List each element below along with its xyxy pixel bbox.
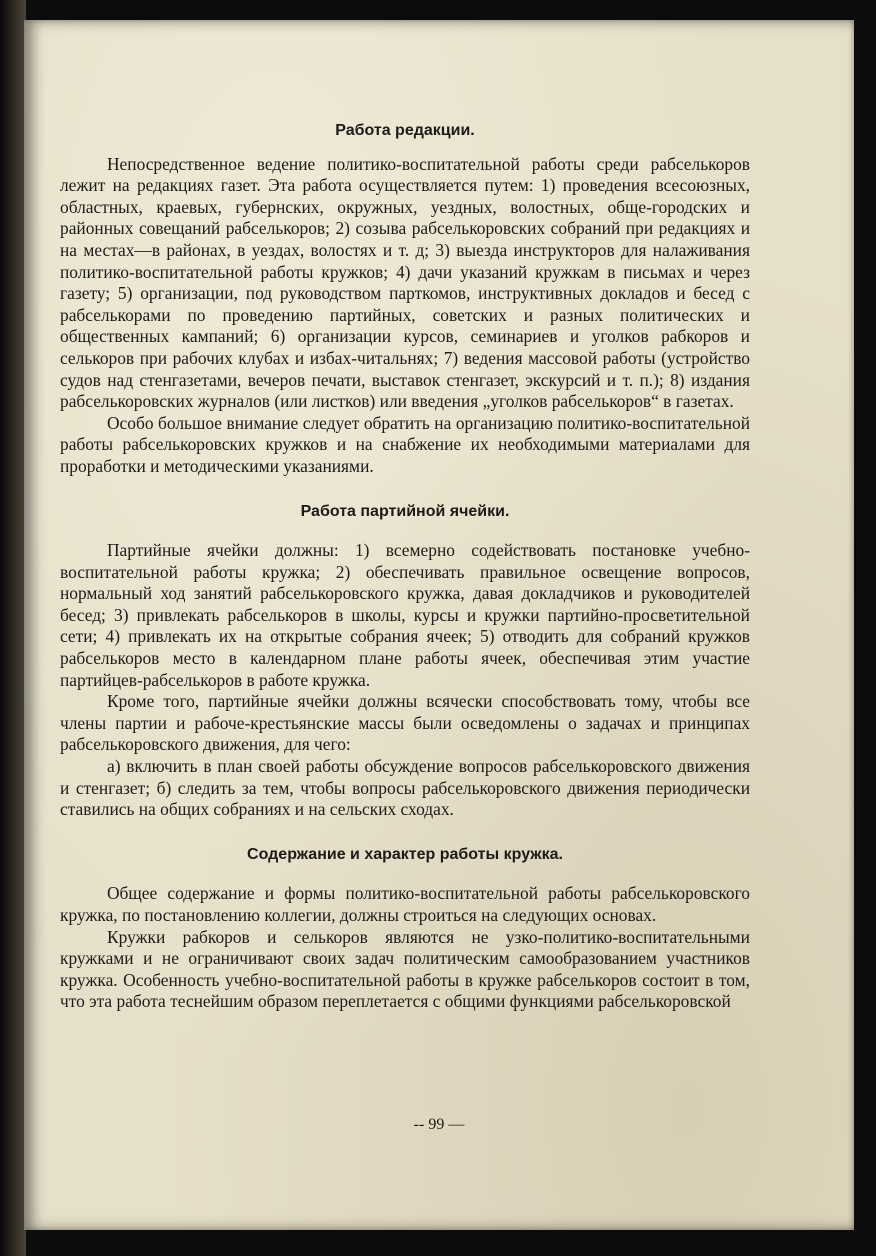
page-content [60,120,750,1013]
section-heading-editorial: Работа редакции. [335,122,475,139]
page-number: -- 99 — [413,1116,465,1133]
paragraph: а) включить в план своей работы обсуждение вопросов рабселькоровского движения и стенгазет; б) следить за тем, чтобы вопросы рабселькоровского движения периодически ставились на общих собраниях и на сельских сходах. [60,756,750,820]
book-page [24,20,854,1230]
adjacent-page-edge [0,0,26,1256]
paragraph: Кроме того, партийные ячейки должны всячески способствовать тому, чтобы все члены партии и рабоче-крестьянские массы были осведомлены о задачах и принципах рабселькоровского движения, для чего: [60,691,750,755]
section-heading-circle-work: Содержание и характер работы кружка. [247,845,563,863]
paragraph: Особо большое внимание следует обратить на организацию политико-воспитательной работы рабселькоровских кружков и на снабжение их необходимыми материалами для проработки и методическими указаниями. [60,412,750,476]
paragraph: Партийные ячейки должны: 1) всемерно содействовать постановке учебно-воспитательной работы кружка; 2) обеспечивать правильное освещение вопросов, нормальный ход занятий рабселькоровского кружка, давая докладчиков и руководителей бесед; 3) привлекать рабселькоров в школы, курсы и кружки партийно-просветительной сети; 4) привлекать их на открытые собрания ячеек; 5) отводить для собраний кружков рабселькоров место в календарном плане работы ячеек, обеспечивая этим участие партийцев-рабселькоров в работе кружка. [60,540,750,690]
paragraph: Кружки рабкоров и селькоров являются не узко-политико-воспитательными кружками и не ограничивают своих задач политическим самообразованием участников кружка. Особенность учебно-воспитательной работы в кружке рабселькоров состоит в том, что эта работа теснейшим образом переплетается с общими функциями рабселькоровской [60,926,750,1012]
paragraph: Непосредственное ведение политико-воспитательной работы среди рабселькоров лежит на редакциях газет. Эта работа осуществляется путем: 1) проведения всесоюзных, областных, краевых, губернских, окружных, уездных, волостных, обще-городских и районных совещаний рабселькоров; 2) созыва рабселькоровских собраний при редакциях и на местах—в районах, в уездах, волостях и т. д; 3) выезда инструкторов для налаживания политико-воспитательной работы кружков; 4) дачи указаний кружкам в письмах и через газету; 5) организации, под руководством парткомов, инструктивных докладов и бесед с рабселькорами по проведению партийных, советских и разных политических и общественных кампаний; 6) организации курсов, семинариев и уголков рабкоров и селькоров при рабочих клубах и избах-читальнях; 7) ведения массовой работы (устройство судов над стенгазетами, вечеров печати, выставок стенгазет, экскурсий и т. п.); 8) издания рабселькоровских журналов (или листков) или введения „уголков рабселькоров“ в газетах. [60,153,750,412]
section-heading-party-cell: Работа партийной ячейки. [300,502,510,520]
paragraph: Общее содержание и формы политико-воспитательной работы рабселькоровского кружка, по постановлению коллегии, должны строиться на следующих основах. [60,883,750,925]
